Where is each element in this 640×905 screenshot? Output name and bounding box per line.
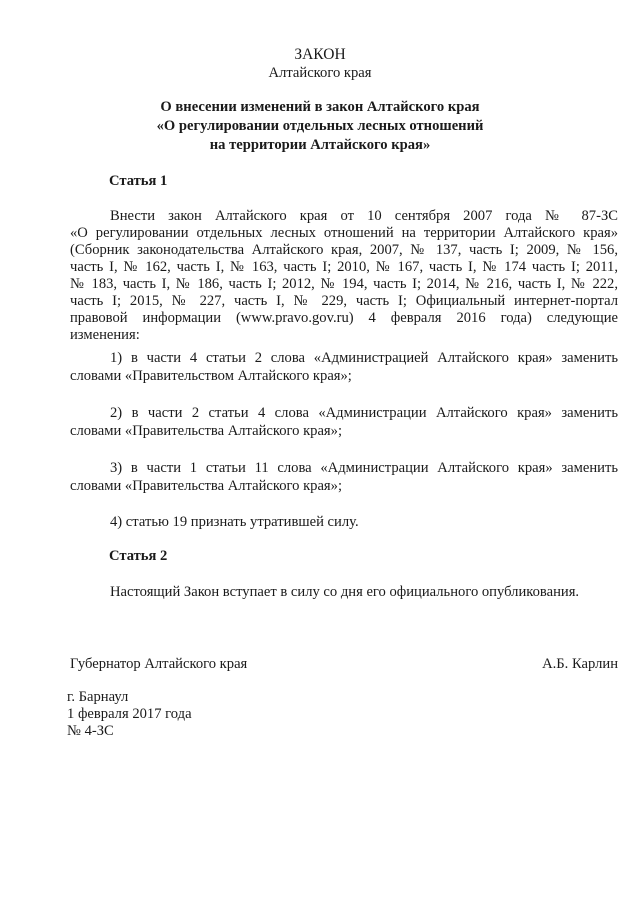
signature-position: Губернатор Алтайского края (70, 656, 248, 672)
article-1-line: (Сборник законодательства Алтайского края, 2007, № 137, часть I; 2009, № 156, (70, 242, 618, 258)
article-1-line: № 183, часть I, № 186, часть I; 2012, № 194, часть I; 2014, № 216, часть I, № 222, (70, 276, 618, 292)
article-1-line: часть I, № 162, часть I, № 163, часть I; 2010, № 167, часть I, № 174 часть I; 2011, (70, 259, 618, 275)
footer-date: 1 февраля 2017 года (67, 706, 192, 722)
article-1-line: правовой информации (www.pravo.gov.ru) 4 февраля 2016 года) следующие (70, 310, 618, 326)
amendment-item-2-line-2: словами «Правительства Алтайского края»; (70, 423, 342, 439)
amendment-item-1-line-1: 1) в части 4 статьи 2 слова «Администрацией Алтайского края» заменить (110, 350, 618, 366)
signature-name: А.Б. Карлин (542, 656, 618, 672)
document-region: Алтайского края (268, 65, 372, 81)
footer-city: г. Барнаул (67, 689, 129, 705)
article-1-line: изменения: (70, 327, 140, 343)
amendment-item-4: 4) статью 19 признать утратившей силу. (110, 514, 359, 530)
amendment-item-3-line-2: словами «Правительства Алтайского края»; (70, 478, 342, 494)
article-1-line: часть I; 2015, № 227, часть I, № 229, часть I; Официальный интернет-портал (70, 293, 618, 309)
article-2-text: Настоящий Закон вступает в силу со дня его официального опубликования. (110, 584, 580, 600)
amendment-item-2-line-1: 2) в части 2 статьи 4 слова «Администрации Алтайского края» заменить (110, 405, 618, 421)
article-1-line: Внести закон Алтайского края от 10 сентября 2007 года № 87-ЗС (110, 208, 618, 224)
amendment-item-3-line-1: 3) в части 1 статьи 11 слова «Администрации Алтайского края» заменить (110, 460, 618, 476)
footer-number: № 4-ЗС (67, 723, 114, 739)
article-1-line: «О регулировании отдельных лесных отношений на территории Алтайского края» (70, 225, 618, 241)
amendment-item-1-line-2: словами «Правительством Алтайского края»; (70, 368, 352, 384)
article-2-heading: Статья 2 (109, 548, 168, 564)
subject-line-2: «О регулировании отдельных лесных отношений (156, 118, 484, 134)
subject-line-1: О внесении изменений в закон Алтайского края (160, 99, 480, 115)
article-1-heading: Статья 1 (109, 173, 168, 189)
document-title: ЗАКОН (294, 46, 346, 63)
subject-line-3: на территории Алтайского края» (209, 137, 431, 153)
